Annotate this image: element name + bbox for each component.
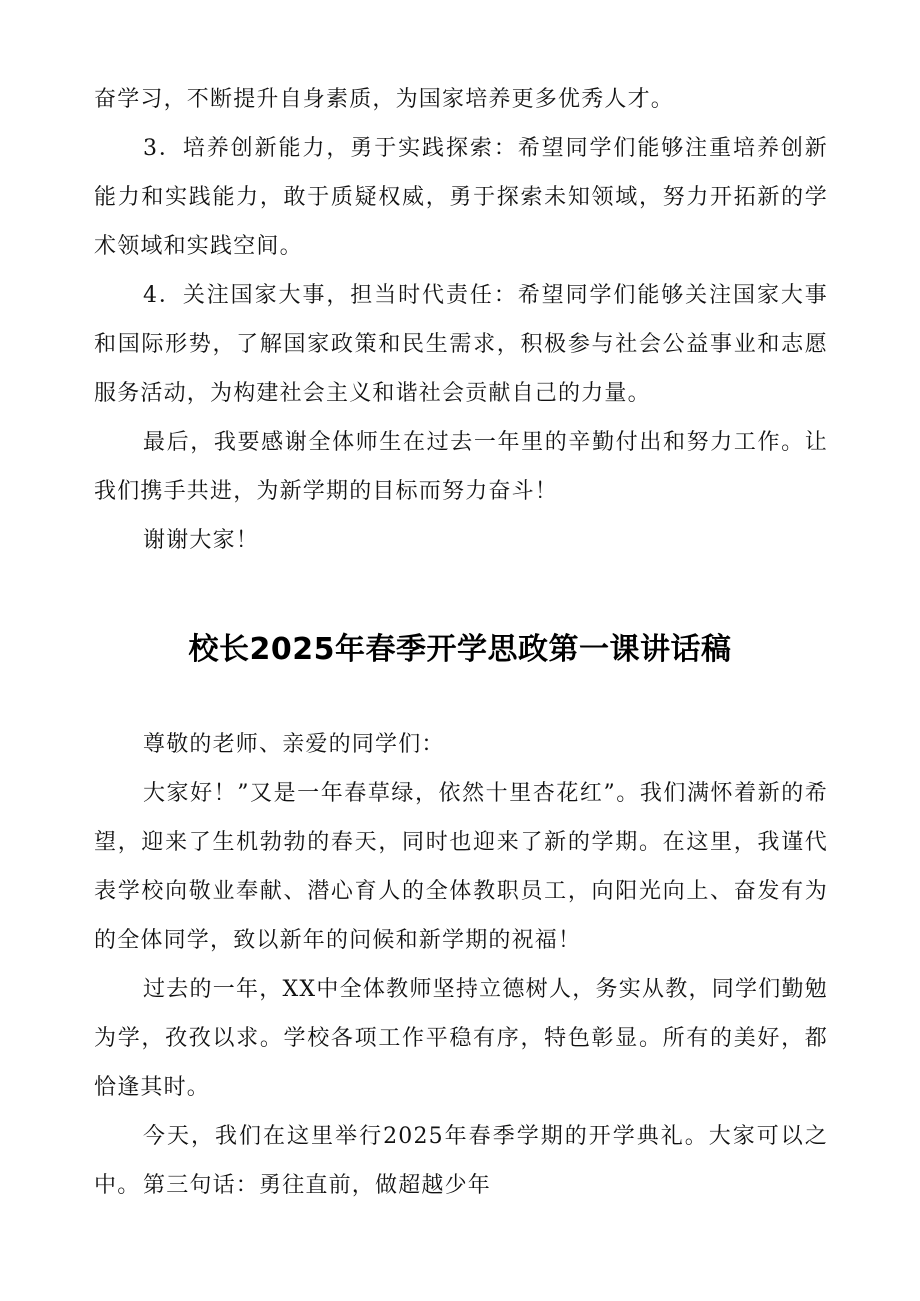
paragraph-point-4: 4．关注国家大事，担当时代责任：希望同学们能够关注国家大事和国际形势，了解国家政策和民生需求，积极参与社会公益事业和志愿服务活动，为构建社会主义和谐社会贡献自己的力量。 [94, 283, 828, 406]
paragraph-salutation: 尊敬的老师、亲爱的同学们： [143, 732, 445, 757]
paragraph-third-point: 第三句话：勇往直前，做超越少年 [143, 1173, 492, 1198]
paragraph-point-3: 3．培养创新能力，勇于实践探索：希望同学们能够注重培养创新能力和实践能力，敢于质疑权威，勇于探索未知领域，努力开拓新的学术领域和实践空间。 [94, 136, 828, 259]
paragraph-past-year: 过去的一年，XX中全体教师坚持立德树人，务实从教，同学们勤勉为学，孜孜以求。学校各项工作平稳有序，特色彰显。所有的美好，都恰逢其时。 [94, 977, 828, 1100]
paragraph-greeting: 大家好！”又是一年春草绿，依然十里杏花红”。我们满怀着新的希望，迎来了生机勃勃的春天，同时也迎来了新的学期。在这里，我谨代表学校向敬业奉献、潜心育人的全体教职员工，向阳光向上、奋发有为的全体同学，致以新年的问候和新学期的祝福！ [94, 781, 828, 953]
paragraph-closing: 最后，我要感谢全体师生在过去一年里的辛勤付出和努力工作。让我们携手共进，为新学期的目标而努力奋斗！ [94, 430, 828, 504]
paragraph-continuation: 奋学习，不断提升自身素质，为国家培养更多优秀人才。 [94, 87, 675, 112]
page-title: 校长2025年春季开学思政第一课讲话稿 [188, 632, 732, 667]
paragraph-today: 今天，我们在这里举行2025年春季学期的开学典礼。大家可以之中。 [94, 1124, 828, 1198]
paragraph-thanks: 谢谢大家！ [143, 528, 260, 553]
